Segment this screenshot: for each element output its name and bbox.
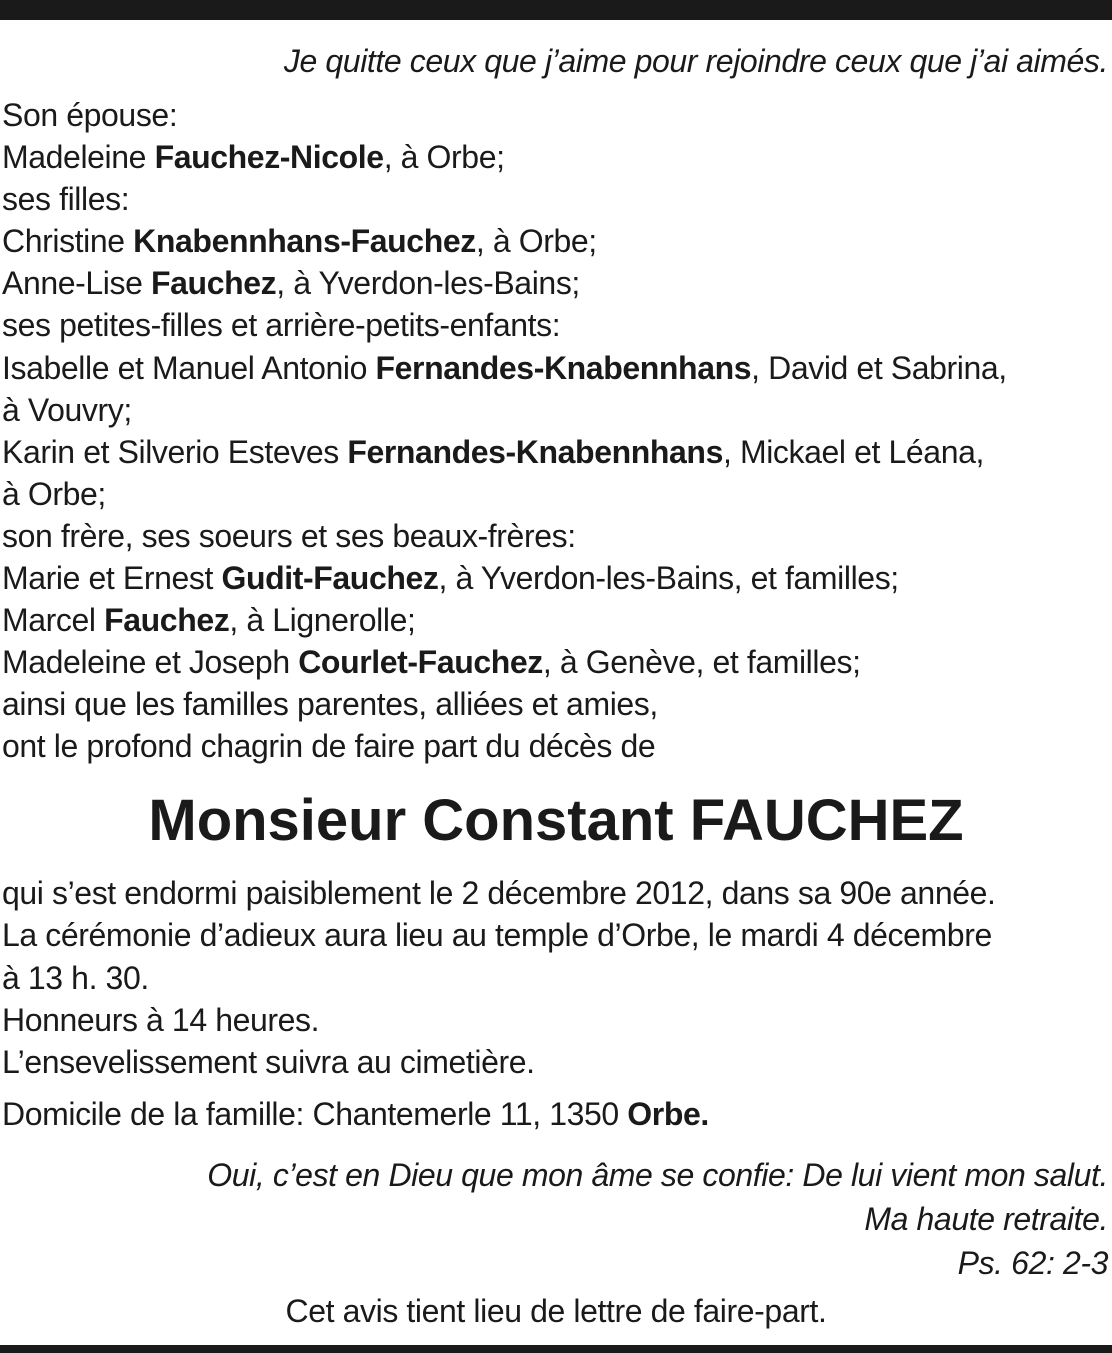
family-line <box>2 431 1110 473</box>
family-line <box>2 725 1110 767</box>
family-line <box>2 515 1110 557</box>
verse-reference: Ps. 62: 2-3 <box>957 1245 1108 1281</box>
family-surname: Gudit-Fauchez <box>221 560 439 597</box>
family-text: Marcel <box>2 602 105 639</box>
family-surname: Fauchez <box>151 265 277 302</box>
family-surname: Fernandes-Knabennhans <box>347 433 723 470</box>
details-line: L’ensevelissement suivra au cimetière. <box>2 1044 535 1081</box>
notice-text: Cet avis tient lieu de lettre de faire-part. <box>285 1293 827 1329</box>
family-text: Isabelle et Manuel Antonio <box>2 349 376 386</box>
family-text: ainsi que les familles parentes, alliées et amies, <box>2 686 658 723</box>
family-text: son frère, ses soeurs et ses beaux-frères: <box>2 517 576 554</box>
family-line <box>2 347 1110 389</box>
family-line <box>2 599 1110 641</box>
family-text: à Vouvry; <box>2 391 132 428</box>
family-line <box>2 473 1110 515</box>
family-text: Marie et Ernest <box>2 560 222 597</box>
psalm-verse <box>0 1153 1108 1285</box>
family-text: Karin et Silverio Esteves <box>2 433 348 470</box>
family-line <box>2 262 1110 304</box>
family-surname: Fauchez <box>104 602 230 639</box>
family-text: à Orbe; <box>2 475 106 512</box>
epigraph: Je quitte ceux que j’aime pour rejoindre ceux que j’ai aimés. <box>283 43 1108 79</box>
family-text: , à Genève, et familles; <box>542 644 861 681</box>
family-line <box>2 178 1110 220</box>
family-text: , Mickael et Léana, <box>722 433 984 470</box>
family-surname: Courlet-Fauchez <box>298 644 543 681</box>
family-line <box>2 220 1110 262</box>
deceased-name: Monsieur Constant FAUCHEZ <box>148 788 964 853</box>
top-rule <box>0 0 1112 20</box>
family-text: Anne-Lise <box>2 265 151 302</box>
family-line <box>2 557 1110 599</box>
family-text: , à Orbe; <box>475 223 597 260</box>
details-line: Honneurs à 14 heures. <box>2 1001 320 1038</box>
family-text: , à Lignerolle; <box>229 602 416 639</box>
family-line <box>2 136 1110 178</box>
family-text: ses petites-filles et arrière-petits-enfants: <box>2 307 561 344</box>
family-surname: Fernandes-Knabennhans <box>375 349 752 386</box>
family-text: , à Yverdon-les-Bains; <box>276 265 580 302</box>
verse-line: Ma haute retraite. <box>864 1201 1108 1237</box>
details-line: à 13 h. 30. <box>2 959 149 996</box>
family-text: , à Yverdon-les-Bains, et familles; <box>438 560 899 597</box>
family-text: Christine <box>2 223 134 260</box>
verse-line: Oui, c’est en Dieu que mon âme se confie: De lui vient mon salut. <box>207 1157 1108 1193</box>
family-line <box>2 389 1110 431</box>
bottom-rule <box>0 1345 1112 1353</box>
family-text: ses filles: <box>2 181 130 218</box>
domicile-address: Domicile de la famille: Chantemerle 11, 1350 <box>2 1096 628 1132</box>
family-text: , David et Sabrina, <box>751 349 1007 386</box>
domicile-place: Orbe. <box>627 1096 709 1132</box>
family-domicile <box>2 1093 1110 1135</box>
family-list <box>2 94 1110 768</box>
family-text: , à Orbe; <box>383 139 505 176</box>
details-line: La cérémonie d’adieux aura lieu au temple d’Orbe, le mardi 4 décembre <box>2 917 992 954</box>
family-surname: Fauchez-Nicole <box>154 139 384 176</box>
family-text: Madeleine et Joseph <box>2 644 299 681</box>
family-line <box>2 683 1110 725</box>
family-line <box>2 641 1110 683</box>
ceremony-details <box>2 872 1110 1083</box>
family-text: Son épouse: <box>2 97 178 133</box>
family-line <box>2 304 1110 346</box>
family-line <box>2 94 1110 136</box>
details-line: qui s’est endormi paisiblement le 2 décembre 2012, dans sa 90e année. <box>2 875 996 911</box>
family-text: Madeleine <box>2 139 155 176</box>
family-text: ont le profond chagrin de faire part du décès de <box>2 728 656 765</box>
family-surname: Knabennhans-Fauchez <box>133 223 476 260</box>
